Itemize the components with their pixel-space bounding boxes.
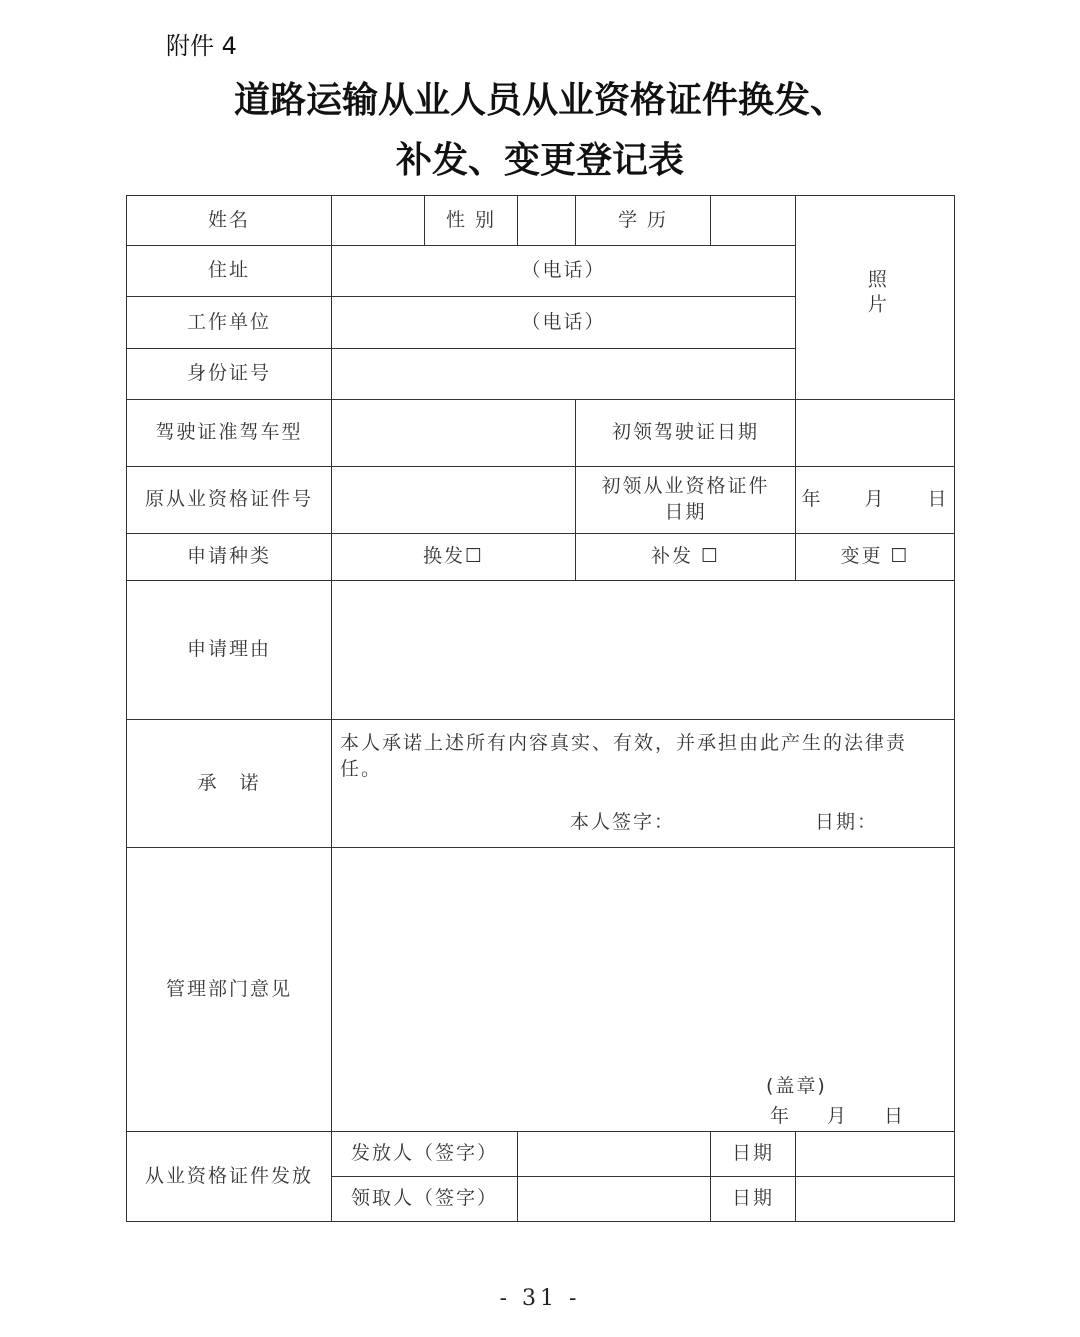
reason-field[interactable] <box>332 581 955 720</box>
gender-field[interactable] <box>518 196 576 246</box>
orig-cert-no-label: 原从业资格证件号 <box>127 467 332 534</box>
issuer-label: 发放人（签字） <box>332 1132 518 1177</box>
registration-form <box>126 195 954 1221</box>
employer-label: 工作单位 <box>127 297 332 349</box>
row-pledge <box>127 720 955 848</box>
issue-label: 从业资格证件发放 <box>127 1132 332 1222</box>
issuer-date-label: 日期 <box>711 1132 796 1177</box>
form-title-line1: 道路运输从业人员从业资格证件换发、 <box>233 79 846 121</box>
reason-label: 申请理由 <box>127 581 332 720</box>
name-field[interactable] <box>332 196 425 246</box>
first-cert-date-label: 初领从业资格证件日期 <box>576 467 796 534</box>
apply-type-label: 申请种类 <box>127 534 332 581</box>
receiver-date-field[interactable] <box>796 1177 955 1222</box>
pledge-cell <box>332 720 955 848</box>
pledge-label: 承 诺 <box>127 720 332 848</box>
pledge-signature-line[interactable] <box>332 810 954 836</box>
pledge-sign-label: 本人签字： <box>569 811 675 834</box>
attachment-label: 附件 4 <box>166 32 237 60</box>
row-license <box>127 400 955 467</box>
apply-renew-checkbox[interactable]: 换发☐ <box>332 534 576 581</box>
issuer-date-field[interactable] <box>796 1132 955 1177</box>
license-class-field[interactable] <box>332 400 576 467</box>
row-name <box>127 196 955 246</box>
opinion-date: 年 月 日 <box>770 1105 904 1127</box>
photo-box[interactable] <box>796 196 955 400</box>
form-title-line2: 补发、变更登记表 <box>395 139 684 181</box>
receiver-label: 领取人（签字） <box>332 1177 518 1222</box>
apply-change-checkbox[interactable]: 变更 ☐ <box>796 534 955 581</box>
registration-table <box>126 195 955 1222</box>
receiver-date-label: 日期 <box>711 1177 796 1222</box>
row-issuer <box>127 1132 955 1177</box>
name-label: 姓名 <box>127 196 332 246</box>
page-number: - 31 - <box>499 1286 581 1311</box>
photo-label: 照片 <box>864 268 887 319</box>
opinion-stamp: (盖章) <box>766 1075 827 1097</box>
first-license-date-field[interactable] <box>796 400 955 467</box>
issuer-field[interactable] <box>518 1132 711 1177</box>
opinion-label: 管理部门意见 <box>127 848 332 1132</box>
id-label: 身份证号 <box>127 349 332 400</box>
row-opinion <box>127 848 955 1132</box>
gender-label: 性 别 <box>425 196 518 246</box>
row-orig-cert <box>127 467 955 534</box>
orig-cert-no-field[interactable] <box>332 467 576 534</box>
row-apply-type <box>127 534 955 581</box>
first-license-date-label: 初领驾驶证日期 <box>576 400 796 467</box>
education-field[interactable] <box>711 196 796 246</box>
employer-field[interactable]: （电话） <box>332 297 796 349</box>
pledge-text: 本人承诺上述所有内容真实、有效，并承担由此产生的法律责任。 <box>340 732 908 780</box>
apply-reissue-checkbox[interactable]: 补发 ☐ <box>576 534 796 581</box>
address-field[interactable]: （电话） <box>332 246 796 297</box>
first-cert-date-field[interactable]: 年 月 日 <box>796 467 955 534</box>
opinion-field[interactable] <box>332 848 955 1132</box>
pledge-date-label: 日期： <box>815 811 879 834</box>
row-reason <box>127 581 955 720</box>
receiver-field[interactable] <box>518 1177 711 1222</box>
education-label: 学 历 <box>576 196 711 246</box>
id-field[interactable] <box>332 349 796 400</box>
address-label: 住址 <box>127 246 332 297</box>
license-class-label: 驾驶证准驾车型 <box>127 400 332 467</box>
